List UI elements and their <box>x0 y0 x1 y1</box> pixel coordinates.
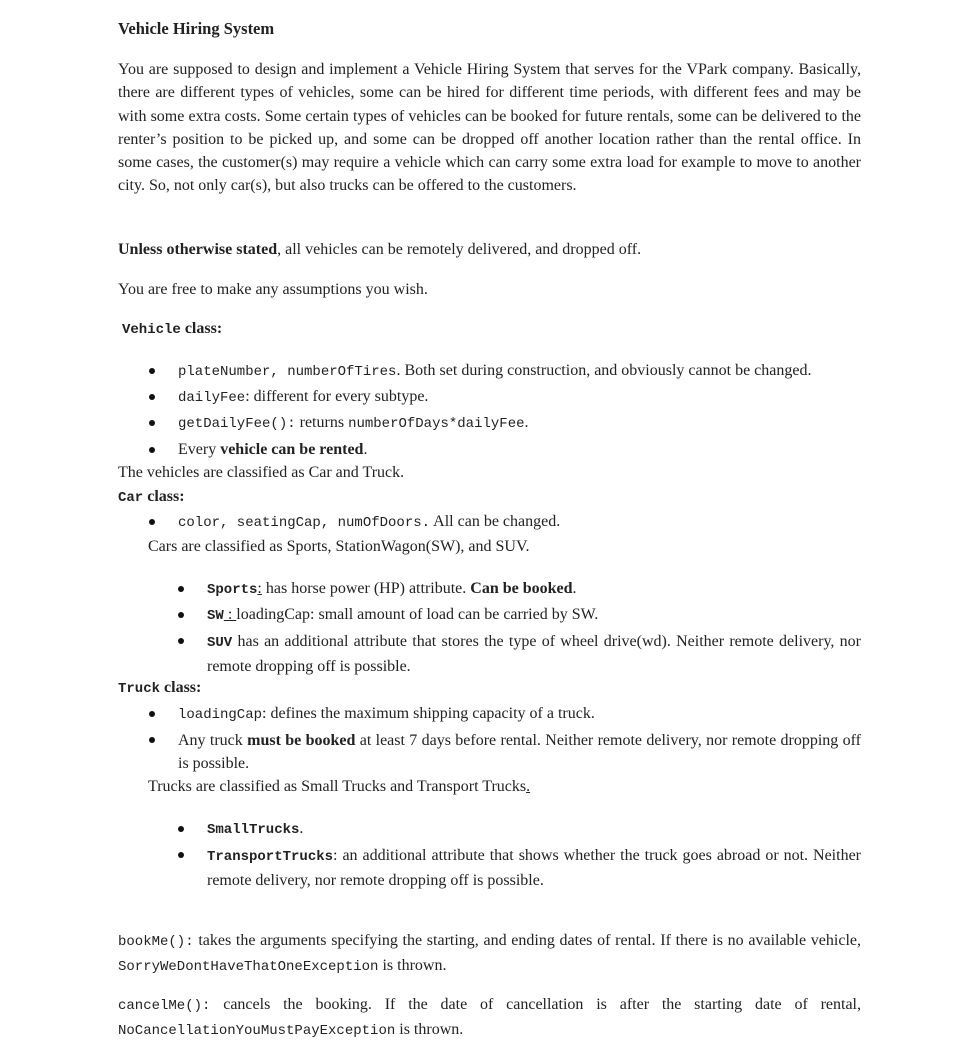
bullet-icon <box>149 420 155 426</box>
bullet-icon <box>149 519 155 525</box>
truck-b1-code: loadingCap <box>178 707 263 723</box>
truck-heading-code: Truck <box>118 681 161 697</box>
sports-code: Sports <box>207 582 258 598</box>
truck-transport-item <box>207 844 861 892</box>
suv-text: has an additional attribute that stores the type of wheel drive(wd). Neither remote delivery, nor remote dropping off is possible. <box>207 633 861 675</box>
bullet-icon <box>149 737 155 743</box>
truck-b1-text: : defines the maximum shipping capacity of a truck. <box>262 705 595 722</box>
sports-end: . <box>572 580 577 597</box>
suv-code: SUV <box>207 635 233 651</box>
bullet-icon <box>149 394 155 400</box>
small-trucks-code: SmallTrucks <box>207 822 300 838</box>
car-suv-item <box>207 630 861 678</box>
vehicle-b3-text: returns <box>295 414 349 431</box>
bullet-icon <box>149 447 155 453</box>
cancelme-end: is thrown. <box>395 1021 464 1039</box>
vehicle-bullet-1 <box>178 360 811 383</box>
bullet-icon <box>149 368 155 374</box>
vehicle-b3-end: . <box>524 414 529 431</box>
truck-bullet-2 <box>178 729 861 775</box>
car-heading-rest: class: <box>143 488 185 505</box>
sw-text: loadingCap: small amount of load can be carried by SW. <box>236 606 599 623</box>
vehicle-b2-text: : different for every subtype. <box>245 388 429 405</box>
free-paragraph: You are free to make any assumptions you wish. <box>118 281 428 298</box>
truck-class-heading <box>118 677 201 700</box>
bullet-icon <box>178 612 184 618</box>
sw-sep: : <box>223 606 237 623</box>
unless-paragraph <box>118 238 861 261</box>
bullet-icon <box>178 852 184 858</box>
vehicle-heading-code: Vehicle <box>122 322 181 338</box>
car-class-heading <box>118 486 185 509</box>
truck-b2-bold: must be booked <box>247 732 356 749</box>
bookme-end: is thrown. <box>378 957 447 975</box>
vehicle-b2-code: dailyFee <box>178 390 246 406</box>
vehicle-b3-code: getDailyFee(): <box>178 416 296 432</box>
cancelme-exception: NoCancellationYouMustPayException <box>118 1023 396 1040</box>
vehicle-bullet-2 <box>178 386 428 409</box>
sports-text: has horse power (HP) attribute. <box>261 580 471 597</box>
transport-trucks-text: : an additional attribute that shows whether the truck goes abroad or not. Neither remote delivery, nor remote dropping off is possible. <box>207 847 861 889</box>
car-sw-item <box>207 604 598 627</box>
vehicle-classified-text: The vehicles are classified as Car and Truck. <box>118 464 405 481</box>
cancelme-text: cancels the booking. If the date of cancellation is after the starting date of rental, <box>210 996 861 1013</box>
truck-bullet-1 <box>178 703 595 726</box>
car-b1-code: color, seatingCap, numOfDoors. <box>178 515 431 531</box>
car-sports-item <box>207 578 577 601</box>
cancelme-code: cancelMe(): <box>118 998 211 1014</box>
bullet-icon <box>178 638 184 644</box>
bookme-code: bookMe(): <box>118 934 194 950</box>
unless-rest: , all vehicles can be remotely delivered, and dropped off. <box>277 241 642 258</box>
truck-classified: Trucks are classified as Small Trucks and Transport Trucks <box>148 778 527 795</box>
vehicle-b3-code2: numberOfDays*dailyFee <box>348 416 525 432</box>
vehicle-heading-rest: class: <box>180 320 223 337</box>
sw-code: SW <box>207 608 224 624</box>
bullet-icon <box>178 826 184 832</box>
sports-bold: Can be booked <box>470 580 573 597</box>
transport-trucks-code: TransportTrucks <box>207 849 334 865</box>
vehicle-b4-pre: Every <box>178 441 221 458</box>
vehicle-bullet-4 <box>178 439 367 461</box>
unless-bold: Unless otherwise stated <box>118 241 278 258</box>
vehicle-bullet-3 <box>178 412 529 435</box>
car-heading-code: Car <box>118 490 144 506</box>
truck-b2-pre: Any truck <box>178 732 248 749</box>
bookme-text: takes the arguments specifying the starting, and ending dates of rental. If there is no available vehicle, <box>193 932 861 949</box>
vehicle-b1-text: . Both set during construction, and obviously cannot be changed. <box>396 362 812 379</box>
vehicle-b4-end: . <box>363 441 368 458</box>
vehicle-class-heading <box>122 318 222 341</box>
document-title: Vehicle Hiring System <box>118 19 275 38</box>
car-bullet-1 <box>178 511 560 534</box>
cancelme-paragraph <box>118 993 861 1044</box>
truck-small-item <box>207 818 303 841</box>
bookme-exception: SorryWeDontHaveThatOneException <box>118 959 379 976</box>
car-classified-text: Cars are classified as Sports, StationWagon(SW), and SUV. <box>148 538 530 555</box>
truck-heading-rest: class: <box>160 679 202 696</box>
bullet-icon <box>178 586 184 592</box>
bullet-icon <box>149 711 155 717</box>
sports-sep: : <box>257 580 262 597</box>
bookme-paragraph <box>118 929 861 980</box>
vehicle-b4-bold: vehicle can be rented <box>220 441 364 458</box>
truck-b2-text: at least 7 days before rental. Neither remote delivery, nor remote dropping off is possible. <box>178 732 861 772</box>
car-b1-text: All can be changed. <box>430 513 561 530</box>
truck-classified-text <box>148 776 530 798</box>
vehicle-b1-code: plateNumber, numberOfTires <box>178 364 397 380</box>
small-trucks-end: . <box>299 820 304 837</box>
truck-classified-end: . <box>526 778 531 795</box>
intro-paragraph: You are supposed to design and implement a Vehicle Hiring System that serves for the VPark company. Basically, there are different types of vehicles, some can be hired for different time periods, with different fees and may be with some extra costs. Some certain types of vehicles can be booked for future rentals, some can be delivered to the renter’s position to be picked up, and some can be dropped off another location rather than the rental office. In some cases, the customer(s) may require a vehicle which can carry some extra load for example to move to another city. So, not only car(s), but also trucks can be offered to the customers. <box>118 61 861 195</box>
